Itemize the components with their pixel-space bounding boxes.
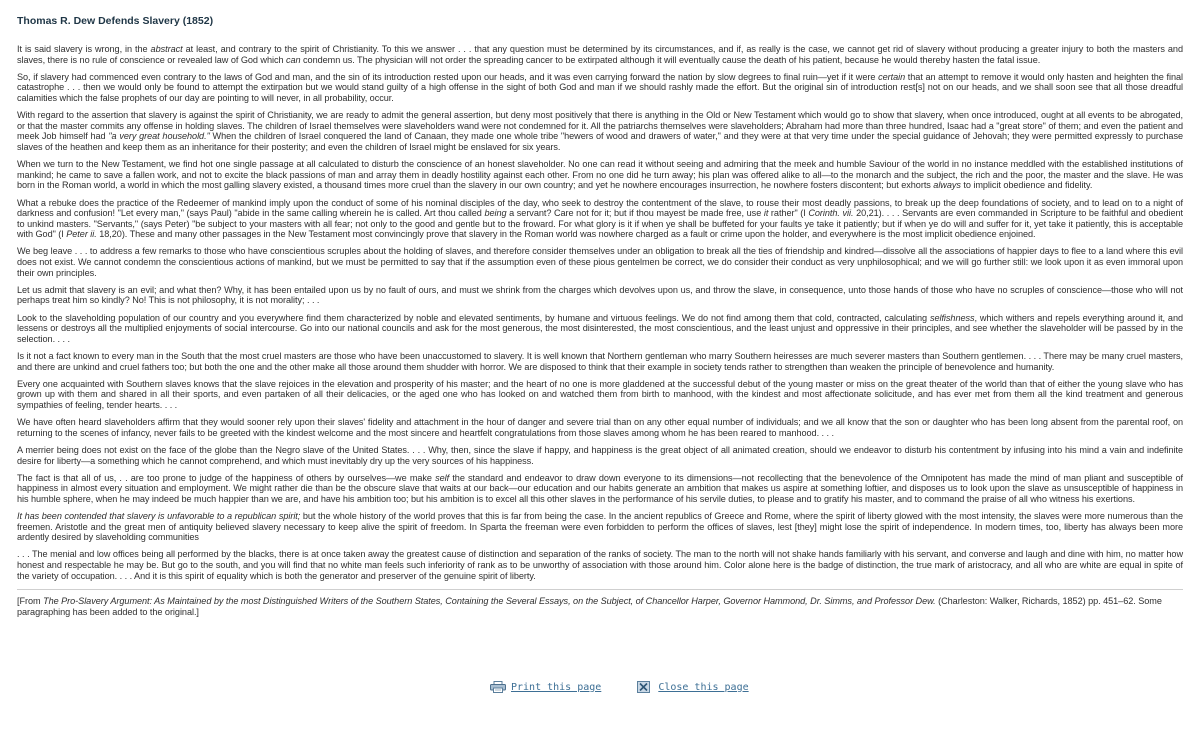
italic-text-run: selfishness — [929, 312, 975, 323]
text-run: A merrier being does not exist on the face of the globe than the Negro slave of the United States. . . . Why, then, since the slave if happy, and happiness is the great object of all animated creation, should we endeavor to disturb his contentment by infusing into his mind a vain and indefinite desire for liberty—a something which he cannot comprehend, and which must inevitably dry up the very sources of his happiness. — [17, 444, 1183, 466]
body-paragraph — [17, 285, 1183, 306]
print-page-link[interactable] — [490, 681, 601, 693]
print-page-label[interactable]: Print this page — [511, 681, 602, 693]
text-run: at least, and contrary to the spirit of Christianity. To this we answer . . . that any question must be determined by its circumstances, and if, as really is the case, we cannot get rid of slavery without producing a greater injury to both the masters and slaves, there is no rule of conscience or revealed law of God which — [17, 44, 1183, 65]
text-run: a servant? Care not for it; but if thou mayest be made free, use — [506, 208, 764, 219]
text-run: 20,21). . . . Servants are even commanded in Scripture to be faithful and obedient to unkind masters. "Servants," (says Peter) "be subject to your masters with all fear; not only to the good and gentle but to the froward. For what glory is it if when ye shall be buffeted for your faults ye take it patiently; but if when ye do will and suffer for it, yet take it patiently, this is acceptable with God" (I — [17, 208, 1183, 240]
text-run: So, if slavery had commenced even contrary to the laws of God and man, and the sin of its introduction rested upon our heads, and it was even carrying forward the nation by slow degrees to final ruin—yet if it were — [17, 71, 879, 82]
document-title: Thomas R. Dew Defends Slavery (1852) — [17, 15, 214, 27]
text-run: When we turn to the New Testament, we find hot one single passage at all calculated to disturb the conscience of an honest slaveholder. No one can read it without seeing and admiring that the meek and humble Saviour of the world in no instance meddled with the established institutions of mankind; he came to save a fallen work, and not to excite the black passions of man and array them in deadly hostility against each other. From no one did he turn away; his plan was offered alike to all—to the monarch and the subject, the rich and the poor, the master and the slave. He was born in the Roman world, a world in which the most galling slavery existed, a thousand times more cruel than the slavery in our own country; and yet he nowhere encourages insurrection, he nowhere fosters discontent; but exhorts — [17, 159, 1183, 191]
text-run: the standard and endeavor to draw down everyone to its dimensions—not recollecting that the benevolence of the Omnipotent has made the mind of man pliant and susceptible of happiness in almost every situation and employment. We might rather die than be the obscure slave that waits at our back—our education and our habits generate an ambition that makes us aspire at something loftier, and disposes us to look upon the slave as unsusceptible of happiness in his humble sphere, when he may indeed be much happier than we are, and have his ambition too; but his ambition is to excel all this other slaves in the performance of his servile duties, to please and to gratify his master, and to command the praise of all who witness his exertions. — [17, 472, 1183, 504]
body-paragraph — [17, 198, 1183, 240]
text-run: [From — [17, 596, 44, 607]
text-run: , which withers and repels everything around it, and lessens or destroys all the multiplied enjoyments of social intercourse. Go into our national councils and ask for the most generous, the most disinterested, the most conscientious, and the least unjust and oppressive in their principles, and see whether the slaveholder will be passed by in the selection. . . . — [17, 312, 1183, 344]
text-run: When the children of Israel conquered the land of Canaan, they made one whole tribe "hewers of wood and drawers of water," and they were at that very time under the special guidance of Jehovah; they were permitted expressly to purchase slaves of the heathen and keep them as an inheritance for their posterity; and even the children of Israel might be enslaved for six years. — [17, 131, 1183, 152]
text-run: Let us admit that slavery is an evil; and what then? Why, it has been entailed upon us by no fault of ours, and must we shrink from the charges which devolves upon us, and throw the slave, in consequence, unto those hands of those who have no scruples of conscience—those who will not perhaps treat him so kindly? No! This is not philosophy, it is not morality; . . . — [17, 284, 1183, 306]
italic-text-run: can — [285, 54, 301, 65]
text-run: rather" (I — [768, 208, 809, 219]
printer-icon — [490, 681, 506, 693]
body-paragraph — [17, 549, 1183, 581]
text-run: . . . The menial and low offices being all performed by the blacks, there is at once taken away the greatest cause of distinction and separation of the ranks of society. The man to the north will not shake hands familiarly with his servant, and converse and laugh and dine with him, no matter how honest and respectable he may be. But go to the south, and you will find that no white man feels such inferiority of rank as to be unworthy of association with those around him. Color alone here is the badge of distinction, the true mark of aristocracy, and all who are white are equal in spite of the variety of occupation. . . . And it is this spirit of equality which is both the generator and preserver of the genuine spirit of liberty. — [17, 549, 1183, 581]
source-citation-block — [17, 596, 1183, 618]
body-paragraph — [17, 511, 1183, 543]
italic-text-run: Peter ii. — [66, 229, 97, 240]
italic-text-run: it — [763, 208, 769, 219]
text-run: Is it not a fact known to every man in the South that the most cruel masters are those who have been unaccustomed to slavery. It is well known that Northern gentleman who marry Southern heiresses are much severer masters than Southern gentlemen. . . . There may be many cruel masters, and there are unkind and cruel fathers too; but both the one and the other make all those around them shudder with horror. We are disposed to think that their example in society tends rather to strengthen than weaken the principle of benevolence and humanity. — [17, 351, 1183, 372]
text-run: Every one acquainted with Southern slaves knows that the slave rejoices in the elevation and prosperity of his master; and the heart of no one is more gladdened at the successful debut of the young master or miss on the great theater of the world than that of either the young slave who has grown up with them and shared in all their sports, and even partaken of all their delicacies, or the aged one who has looked on and watched them from birth to manhood, with the kindest and most affectionate solicitude, and has ever met from them all the kind treatment and generous sympathies of feeling, tender hearts. . . . — [17, 378, 1183, 410]
text-run: condemn us. The physician will not order the spreading cancer to be extirpated although it will eventually cause the death of his patient, because he would thereby hasten the fatal issue. — [300, 54, 1041, 65]
italic-text-run: It has been contended that slavery is unfavorable to a republican spirit; — [17, 511, 301, 522]
body-paragraph — [17, 351, 1183, 372]
text-run: What a rebuke does the practice of the Redeemer of mankind imply upon the conduct of some of his nominal disciples of the day, who seek to destroy the contentment of the slave, to rouse their most deadly passions, to break up the deep foundations of society, and to lead on to a night of darkness and confusion! "Let every man," (says Paul) "abide in the same calling wherein he is called. Art thou called — [17, 197, 1183, 219]
italic-text-run: certain — [878, 71, 906, 82]
close-page-label[interactable]: Close this page — [658, 681, 749, 693]
document-body — [17, 44, 1183, 581]
document-page — [17, 10, 1183, 618]
body-paragraph — [17, 159, 1183, 191]
body-paragraph — [17, 246, 1183, 278]
text-run: It is said slavery is wrong, in the — [17, 44, 151, 54]
italic-text-run: always — [933, 180, 961, 191]
close-page-link[interactable] — [637, 681, 748, 693]
body-paragraph — [17, 473, 1183, 505]
text-run: We beg leave . . . to address a few remarks to those who have conscientious scruples about the holding of slaves, and therefore consider themselves under an obligation to break all the ties of friendship and kindred—dissolve all the associations of happier days to flee to a land where this evil does not exist. We cannot condemn the conscientious actions of mankind, but we must be permitted to say that if the assumption even of these pious gentelmen be correct, we do consider their conduct as very unphilosophical; and we will go further still: we look upon it as even immoral upon their own principles. — [17, 246, 1183, 278]
text-run: (Charleston: Walker, Richards, 1852) pp. 451–62. Some paragraphing has been added to the original.] — [17, 596, 1162, 618]
body-paragraph — [17, 417, 1183, 438]
italic-text-run: Corinth. vii. — [808, 208, 854, 219]
body-paragraph — [17, 379, 1183, 411]
text-run: to implicit obedience and fidelity. — [960, 180, 1093, 191]
italic-text-run: being — [484, 208, 507, 219]
close-window-icon — [637, 681, 653, 693]
body-paragraph — [17, 313, 1183, 345]
body-paragraph — [17, 110, 1183, 152]
text-run: 18,20). These and many other passages in the New Testament most convincingly prove that slavery in the Roman world was nowhere charged as a fault or crime upon the holder, and everywhere is the most implicit obedience enjoined. — [96, 229, 1036, 240]
page-actions — [490, 681, 749, 693]
text-run: that an attempt to remove it would only hasten and heighten the final catastrophe . . . then we would only be found to attempt the extirpation but we would stand guilty of a high offense in the sight of both God and man if we should rashly made the effort. But the original sin of introduction rest[s] not on our heads, and we shall soon see that all those dreadful calamities which the false prophets of our day are pointing to will never, in all probability, occur. — [17, 71, 1183, 103]
source-citation — [17, 596, 1183, 618]
italic-text-run: The Pro-Slavery Argument: As Maintained by the most Distinguished Writers of the Southern States, Containing the Several Essays, on the Subject, of Chancellor Harper, Governor Hammond, Dr. Simms, and Professor Dew. — [43, 596, 936, 607]
body-paragraph — [17, 72, 1183, 104]
italic-text-run: self — [435, 472, 450, 483]
text-run: With regard to the assertion that slavery is against the spirit of Christianity, we are ready to admit the general assertion, but deny most positively that there is anything in the Old or New Testament which would go to show that slavery, when once introduced, ought at all events to be abrogated, or that the master commits any offense in holding slaves. The children of Israel themselves were slaveholders wand were not condemned for it. All the patriarchs themselves were slaveholders; Abraham had more than three hundred, Isaac had a "great store" of them; and even the patient and meek Job himself had — [17, 110, 1183, 142]
text-run: Look to the slaveholding population of our country and you everywhere find them characterized by noble and elevated sentiments, by humane and virtuous feelings. We do not find among them that cold, contracted, calculating — [17, 312, 930, 323]
body-paragraph — [17, 44, 1183, 65]
text-run: The fact is that all of us, . . are too prone to judge of the happiness of others by ourselves—we make — [17, 472, 436, 483]
text-run: but the whole history of the world proves that this is far from being the case. In the ancient republics of Greece and Rome, where the spirit of liberty glowed with the most intensity, the slaves were more numerous than the freemen. Aristotle and the great men of antiquity believed slavery necessary to keep alive the spirit of freedom. In Sparta the freeman were even forbidden to perform the offices of slaves, lest [they] might lose the spirit of independence. In modern times, too, liberty has always been more ardently desired by slaveholding communities — [17, 511, 1184, 543]
italic-text-run: abstract — [150, 44, 183, 54]
italic-text-run: "a very great household." — [108, 131, 210, 142]
source-divider — [17, 589, 1183, 590]
body-paragraph — [17, 445, 1183, 466]
text-run: We have often heard slaveholders affirm that they would sooner rely upon their slaves' fidelity and attachment in the hour of danger and severe trial than on any other equal number of individuals; and we all know that the son or daughter who has been long absent from the parental roof, on returning to the scenes of infancy, never fails to be greeted with the kindest welcome and the most sincere and heartfelt congratulations from those slaves among whom he has been reared to manhood. . . . — [17, 417, 1183, 438]
